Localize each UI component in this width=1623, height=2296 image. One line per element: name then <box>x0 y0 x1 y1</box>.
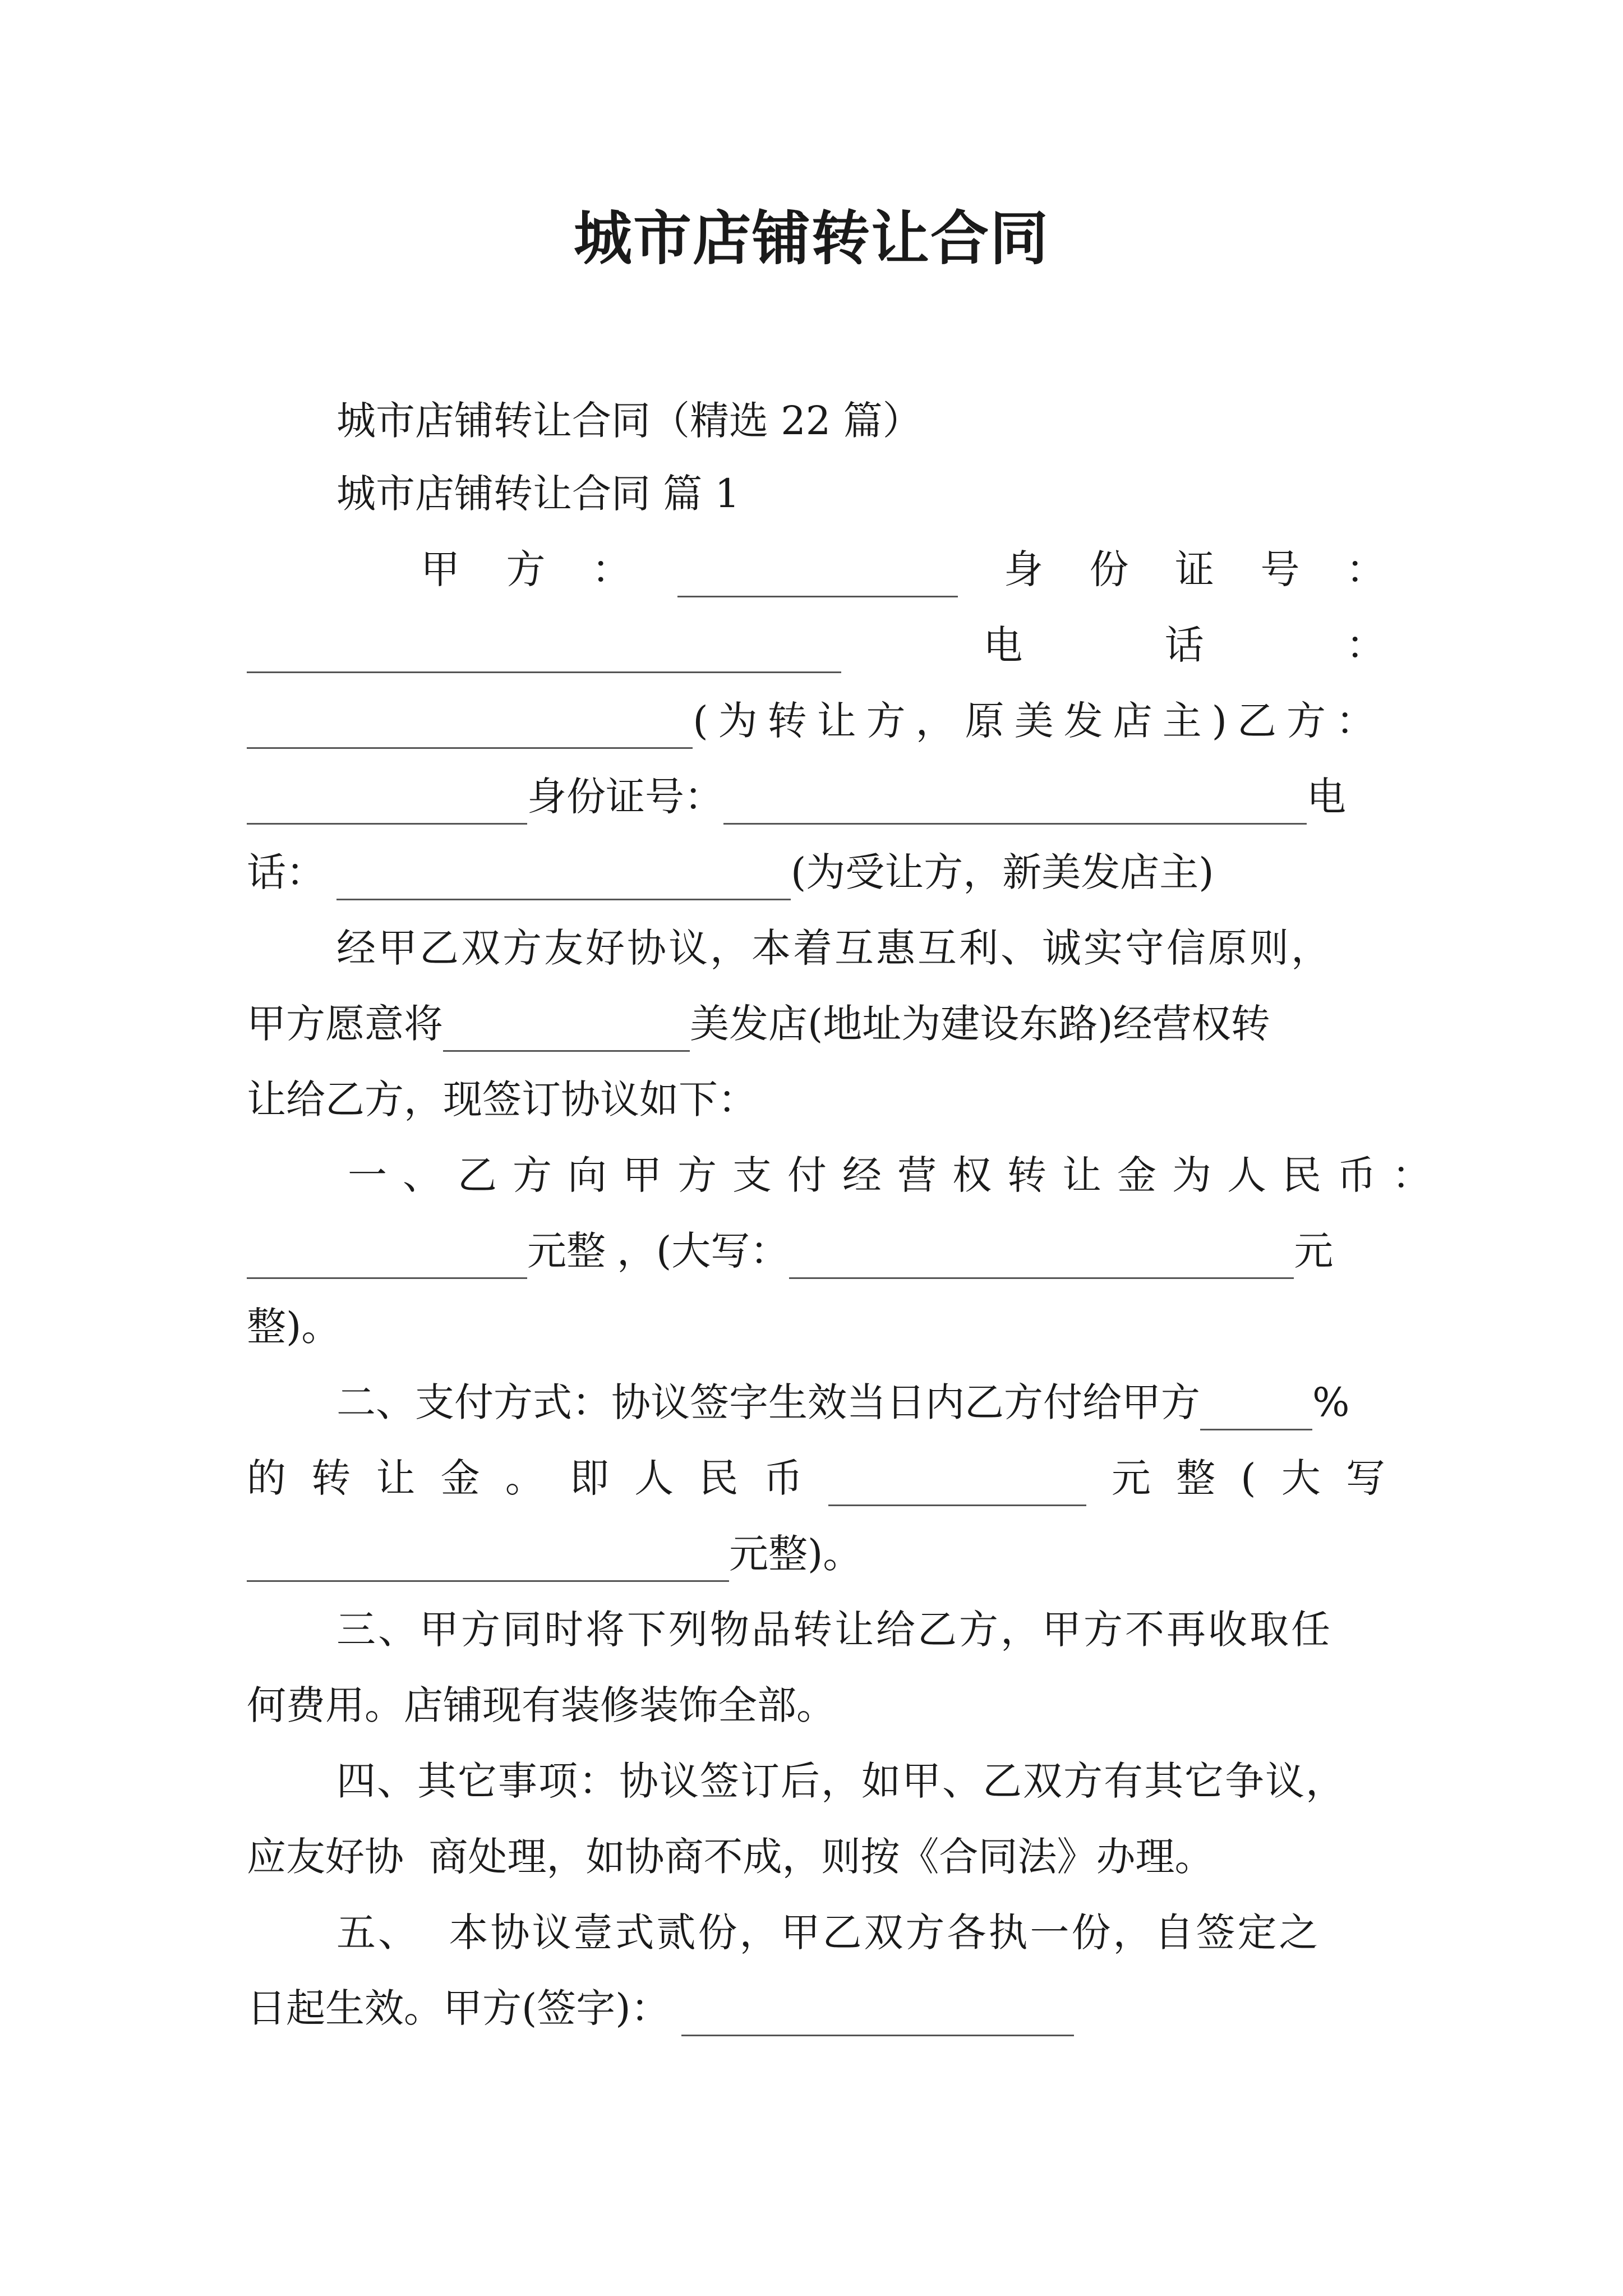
clause-2-tail-char: 写 <box>1345 1455 1385 1501</box>
clause-5-line-2 <box>247 1980 1074 2036</box>
party-a-phone-char-2: 话 <box>1164 622 1204 668</box>
deposit-amount-blank[interactable] <box>828 1465 1086 1506</box>
party-a-signature-blank[interactable] <box>681 1995 1074 2036</box>
party-a-id-blank[interactable] <box>247 632 841 673</box>
clause-2-line-1 <box>336 1374 1350 1430</box>
intro-line-2-end: 美发店(地址为建设东路)经营权转 <box>690 1001 1270 1047</box>
page-title: 城市店铺转让合同 <box>573 204 1049 273</box>
intro-line-2-start: 甲方愿意将 <box>247 1001 443 1047</box>
party-a-id-char-1: 身 <box>1004 546 1043 592</box>
percent-blank[interactable] <box>1200 1389 1312 1430</box>
party-b-id-label: 身份证号： <box>527 774 723 820</box>
clause-5-line-2-text: 日起生效。甲方(签字)： <box>247 1985 670 2031</box>
party-a-id-char-2: 份 <box>1089 546 1129 592</box>
clause-2-tail-char: 大 <box>1281 1455 1321 1501</box>
party-b-name-blank[interactable] <box>247 784 527 825</box>
party-b-phone-tail: 话： <box>247 849 325 895</box>
intro-line-2 <box>247 996 1270 1052</box>
clause-2-line-3-text: 元整)。 <box>729 1531 863 1577</box>
intro-line-1: 经甲乙双方友好协议，本着互惠互利、诚实守信原则， <box>336 925 1332 971</box>
party-b-phone-head: 电 <box>1307 774 1346 820</box>
clause-2-char: 民 <box>699 1455 739 1501</box>
party-a-label-fang: 方 <box>506 546 546 592</box>
clause-2-char: 。 <box>505 1455 545 1501</box>
shop-name-blank[interactable] <box>443 1011 690 1052</box>
clause-2-percent: % <box>1312 1379 1350 1425</box>
clause-1-yuan: 元 <box>1294 1228 1334 1274</box>
party-a-id-char-4: 号 <box>1260 546 1300 592</box>
clause-2-char: 金 <box>440 1455 480 1501</box>
party-b-phone-blank[interactable] <box>336 859 791 900</box>
subtitle: 城市店铺转让合同（精选 22 篇） <box>336 398 922 444</box>
party-a-line <box>421 541 1385 597</box>
party-a-phone-line <box>247 617 1385 673</box>
clause-2-char: 币 <box>763 1455 803 1501</box>
party-b-label: 乙方： <box>1237 698 1385 744</box>
party-b-phone-line <box>247 844 1385 900</box>
party-a-id-char-3: 证 <box>1175 546 1214 592</box>
party-a-colon: ： <box>592 546 631 592</box>
intro-line-3: 让给乙方，现签订协议如下： <box>247 1076 757 1122</box>
clause-4-line-2: 应友好协 商处理，如协商不成，则按《合同法》办理。 <box>247 1834 1214 1880</box>
party-a-role-note: (为转让方，原美发店主) <box>693 698 1237 744</box>
clause-4-line-1: 四、其它事项：协议签订后，如甲、乙双方有其它争议， <box>336 1758 1346 1804</box>
clause-3-line-2: 何费用。店铺现有装修装饰全部。 <box>247 1682 836 1728</box>
clause-2-char: 即 <box>569 1455 609 1501</box>
clause-2-char: 的 <box>247 1455 286 1501</box>
party-b-id-line <box>247 769 1385 825</box>
deposit-daxie-blank[interactable] <box>247 1541 729 1582</box>
party-a-phone-blank[interactable] <box>247 708 693 749</box>
clause-2-tail-char: ( <box>1241 1455 1256 1501</box>
party-a-phone-char-1: 电 <box>983 622 1023 668</box>
party-a-label-jia: 甲 <box>421 546 460 592</box>
section-heading: 城市店铺转让合同 篇 1 <box>336 471 740 517</box>
clause-3-line-1: 三、甲方同时将下列物品转让给乙方，甲方不再收取任 <box>336 1607 1332 1653</box>
party-b-id-blank[interactable] <box>723 784 1307 825</box>
clause-5-line-1: 五、 本协议壹式贰份，甲乙双方各执一份，自签定之 <box>336 1910 1321 1955</box>
amount-daxie-blank[interactable] <box>789 1238 1294 1279</box>
party-b-role-note: (为受让方，新美发店主) <box>791 849 1214 895</box>
clause-2-tail-char: 整 <box>1176 1455 1216 1501</box>
party-a-id-colon: ： <box>1346 546 1385 592</box>
clause-2-char: 人 <box>634 1455 674 1501</box>
party-a-phone-colon: ： <box>1345 622 1385 668</box>
clause-2-text: 二、支付方式：协议签字生效当日内乙方付给甲方 <box>336 1379 1200 1425</box>
clause-1-yuan-zheng: 元整 <box>527 1228 606 1274</box>
clause-2-line-3 <box>247 1526 862 1582</box>
clause-1-daxie: ，(大写： <box>617 1228 790 1274</box>
party-a-role-line <box>247 693 1385 749</box>
clause-1-line-1: 一、乙方向甲方支付经营权转让金为人民币： <box>348 1152 1447 1198</box>
clause-1-line-3: 整)。 <box>247 1304 341 1350</box>
clause-2-line-2 <box>247 1450 1385 1506</box>
clause-1-line-2 <box>247 1223 1385 1279</box>
clause-2-char: 转 <box>311 1455 351 1501</box>
clause-2-tail-char: 元 <box>1111 1455 1151 1501</box>
party-a-name-blank[interactable] <box>677 556 958 597</box>
amount-blank[interactable] <box>247 1238 527 1279</box>
clause-2-char: 让 <box>376 1455 416 1501</box>
